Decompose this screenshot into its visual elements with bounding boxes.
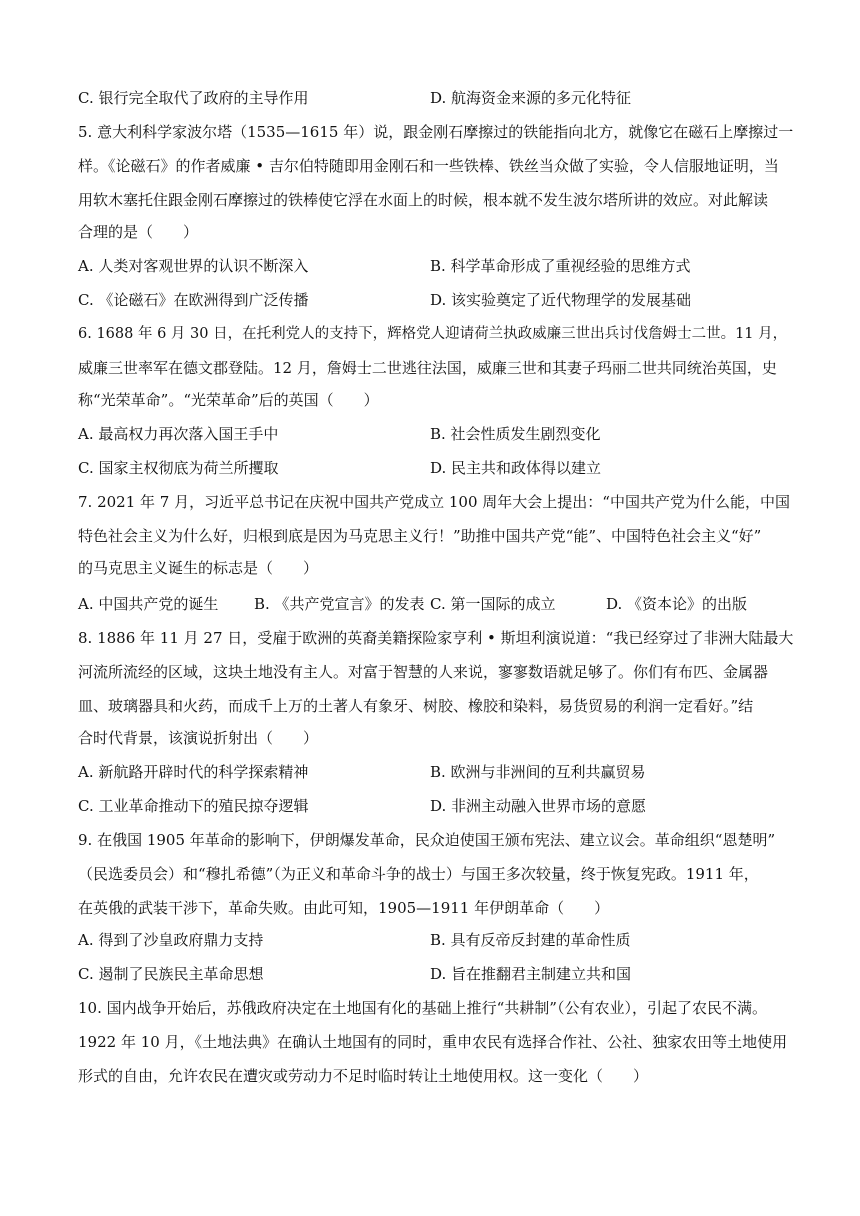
q9-option-d: D. 旨在推翻君主制建立共和国 [430, 965, 632, 983]
q9-stem-line-2: （民选委员会）和“穆扎希德”（为正义和革命斗争的战士）与国王多次较量，终于恢复宪政。1911 年， [78, 865, 759, 883]
q8-stem-line-3: 皿、玻璃器具和火药，而成千上万的土著人有象牙、树胶、橡胶和染料，易货贸易的利润一定看好。”结 [78, 697, 754, 715]
q8-option-d: D. 非洲主动融入世界市场的意愿 [430, 797, 647, 815]
q7-option-d: D. 《资本论》的出版 [606, 595, 748, 613]
q6-stem-line-3: 称“光荣革命”。“光荣革命”后的英国（ ） [78, 391, 379, 409]
q5-stem-line-1: 5. 意大利科学家波尔塔（1535—1615 年）说，跟金刚石摩擦过的铁能指向北方，就像它在磁石上摩擦过一 [78, 123, 794, 141]
q5-option-b: B. 科学革命形成了重视经验的思维方式 [430, 257, 691, 275]
q5-stem-line-2: 样。《论磁石》的作者威廉 • 吉尔伯特随即用金刚石和一些铁棒、铁丝当众做了实验，令人信服地证明，当 [78, 157, 779, 175]
q7-stem-line-2: 特色社会主义为什么好，归根到底是因为马克思主义行！”助推中国共产党“能”、中国特色社会主义“好” [78, 527, 762, 545]
q8-stem-line-2: 河流所流经的区域，这块土地没有主人。对富于智慧的人来说，寥寥数语就足够了。你们有布匹、金属器 [78, 663, 769, 681]
q9-stem-line-1: 9. 在俄国 1905 年革命的影响下，伊朗爆发革命，民众迫使国王颁布宪法、建立议会。革命组织“恩楚明” [78, 831, 776, 849]
q5-stem-line-3: 用软木塞托住跟金刚石摩擦过的铁棒使它浮在水面上的时候，根本就不发生波尔塔所讲的效应。对此解读 [78, 191, 769, 209]
q6-option-b: B. 社会性质发生剧烈变化 [430, 425, 601, 443]
q6-stem-line-1: 6. 1688 年 6 月 30 日，在托利党人的支持下，辉格党人迎请荷兰执政威廉三世出兵讨伐詹姆士二世。11 月， [78, 326, 788, 342]
q5-option-c: C. 《论磁石》在欧洲得到广泛传播 [78, 291, 309, 309]
q7-stem-line-1: 7. 2021 年 7 月，习近平总书记在庆祝中国共产党成立 100 周年大会上提出：“中国共产党为什么能，中国 [78, 493, 790, 511]
q7-option-c: C. 第一国际的成立 [430, 595, 556, 613]
q6-option-a: A. 最高权力再次落入国王手中 [78, 425, 279, 443]
q10-stem-line-1: 10. 国内战争开始后，苏俄政府决定在土地国有化的基础上推行“共耕制”（公有农业），引起了农民不满。 [78, 999, 767, 1017]
q10-stem-line-3: 形式的自由，允许农民在遭灾或劳动力不足时临时转让土地使用权。这一变化（ ） [78, 1067, 649, 1085]
q6-option-d: D. 民主共和政体得以建立 [430, 459, 602, 477]
q8-stem-line-4: 合时代背景，该演说折射出（ ） [78, 729, 319, 747]
q6-stem-line-2: 威廉三世率军在德文郡登陆。12 月，詹姆士二世逃往法国，威廉三世和其妻子玛丽二世共同统治英国，史 [78, 359, 777, 377]
q8-option-c: C. 工业革命推动下的殖民掠夺逻辑 [78, 797, 309, 815]
q10-stem-line-2: 1922 年 10 月，《土地法典》在确认土地国有的同时，重申农民有选择合作社、公社、独家农田等土地使用 [78, 1033, 788, 1051]
q9-option-a: A. 得到了沙皇政府鼎力支持 [78, 931, 264, 949]
q6-option-c: C. 国家主权彻底为荷兰所攫取 [78, 459, 279, 477]
q8-option-a: A. 新航路开辟时代的科学探索精神 [78, 763, 309, 781]
q4-option-c: C. 银行完全取代了政府的主导作用 [78, 89, 309, 107]
q5-option-d: D. 该实验奠定了近代物理学的发展基础 [430, 291, 692, 309]
q8-stem-line-1: 8. 1886 年 11 月 27 日，受雇于欧洲的英裔美籍探险家亨利 • 斯坦利演说道：“我已经穿过了非洲大陆最大 [78, 629, 794, 647]
q7-stem-line-3: 的马克思主义诞生的标志是（ ） [78, 559, 319, 577]
q7-option-a: A. 中国共产党的诞生 [78, 595, 219, 613]
q5-option-a: A. 人类对客观世界的认识不断深入 [78, 257, 309, 275]
q9-option-b: B. 具有反帝反封建的革命性质 [430, 931, 631, 949]
q8-option-b: B. 欧洲与非洲间的互利共赢贸易 [430, 763, 646, 781]
q7-option-b: B. 《共产党宣言》的发表 [254, 595, 425, 613]
q9-option-c: C. 遏制了民族民主革命思想 [78, 965, 264, 983]
q4-option-d: D. 航海资金来源的多元化特征 [430, 89, 632, 107]
q9-stem-line-3: 在英俄的武装干涉下，革命失败。由此可知，1905—1911 年伊朗革命（ ） [78, 899, 610, 917]
q5-stem-line-4: 合理的是（ ） [78, 223, 199, 241]
